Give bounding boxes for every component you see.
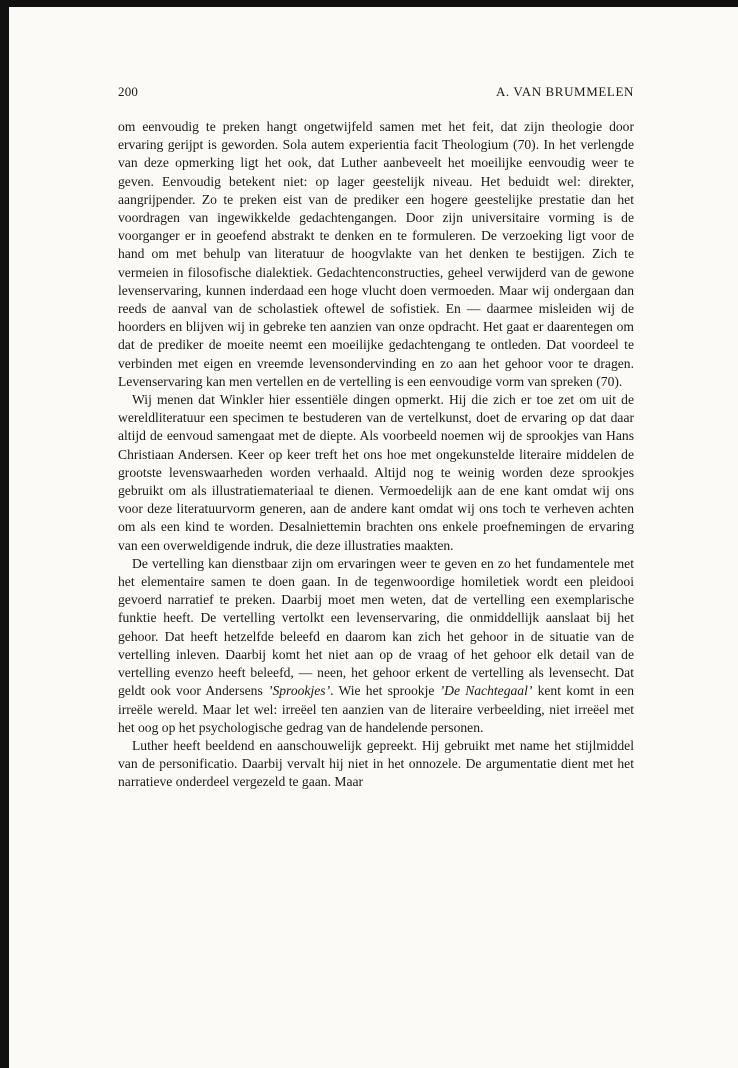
body-text [118,118,634,792]
paragraph-3 [118,555,634,737]
title-sprookjes: ’Sprookjes’ [267,683,331,699]
paragraph-4: Luther heeft beeldend en aanschouwelijk gepreekt. Hij gebruikt met name het stijlmiddel van de personificatio. Daarbij vervalt hij niet in het onnozele. De argumentatie dient met het narratieve onderdeel vergezeld te gaan. Maar [118,737,634,790]
scan-border-top [0,0,738,7]
paragraph-2: Wij menen dat Winkler hier essentiële dingen opmerkt. Hij die zich er toe zet om uit de wereldliteratuur een specimen te bestuderen van de vertelkunst, doet de ervaring op dat daar altijd de eenvoud samengaat met de diepte. Als voorbeeld noemen wij de sprookjes van Hans Christiaan Andersen. Keer op keer treft het ons hoe met ongekunstelde literaire middelen de grootste levenswaarheden worden verhaald. Altijd nog te weinig worden deze sprookjes gebruikt om als illustratiemateriaal te dienen. Vermoedelijk aan de ene kant omdat wij ons voor deze literatuurvorm generen, aan de andere kant omdat wij ons toch te verheven achten om als een kind te worden. Desalniettemin brachten ons enkele proefnemingen de ervaring van een overweldigende indruk, die deze illustraties maakten. [118,392,634,553]
running-head-author: A. VAN BRUMMELEN [495,84,634,99]
paragraph-3-text-a: De vertelling kan dienstbaar zijn om ervaringen weer te geven en zo het fundamentele met het elementaire samen te doen gaan. In de tegenwoordige homiletiek wordt een pleidooi gevoerd narratief te preken. Daarbij moet men weten, dat de vertelling een exemplarische funktie heeft. De vertelling vertolkt een levenservaring, die onmiddellijk aanslaat bij het gehoor. Dat heeft hetzelfde beleefd en daarom kan zich het gehoor in de situatie van de vertelling inleven. Daarbij komt het niet aan op de vraag of het gehoor elk detail van de vertelling evenzo heeft beleefd, — neen, het gehoor erkent de vertelling als levensecht. Dat geldt ook voor Andersens [118,555,634,699]
paragraph-3-text-c: kent komt in een irreële wereld. Maar let wel: irreëel ten aanzien van de literaire verbeelding, niet irreëel met het oog op het psychologische gedrag van de handelende personen. [118,683,634,735]
page-number: 200 [118,84,139,99]
scan-border-left [0,0,9,1068]
paragraph-3-text-b: . Wie het sprookje [330,683,440,699]
title-de-nachtegaal: ’De Nachtegaal’ [439,683,533,699]
paragraph-1: om eenvoudig te preken hangt ongetwijfeld samen met het feit, dat zijn theologie door ervaring gerijpt is geworden. Sola autem experientia facit Theologium (70). In het verlengde van deze opmerking ligt het ook, dat Luther aanbeveelt het moeilijke eenvoudig weer te geven. Eenvoudig betekent niet: op lager geestelijk niveau. Het beduidt wel: direkter, aangrijpender. Zo te preken eist van de prediker een hogere geestelijke prestatie dan het voordragen van ingewikkelde gedachtengangen. Door zijn universitaire vorming is de voorganger er in geoefend abstrakt te denken en te formuleren. De verzoeking ligt voor de hand om met behulp van literatuur de hoogvlakte van het denken te bestijgen. Zich te vermeien in filosofische dialektiek. Gedachtenconstructies, geheel verwijderd van de gewone levenservaring, kunnen inderdaad een hoge vlucht doen vermoeden. Maar wij ondergaan dan reeds de aanval van de scholastiek oftewel de sofistiek. En — daarmee misleiden wij de hoorders en blijven wij in gebreke ten aanzien van onze opdracht. Het gaat er daarentegen om dat de prediker de moeite neemt een moeilijke gedachtengang te ontleden. Dat voordeel te verbinden met eigen en vreemde levensondervinding en zo aan het gehoor voor te dragen. Levenservaring kan men vertellen en de vertelling is een eenvoudige vorm van spreken (70). [118,119,634,389]
